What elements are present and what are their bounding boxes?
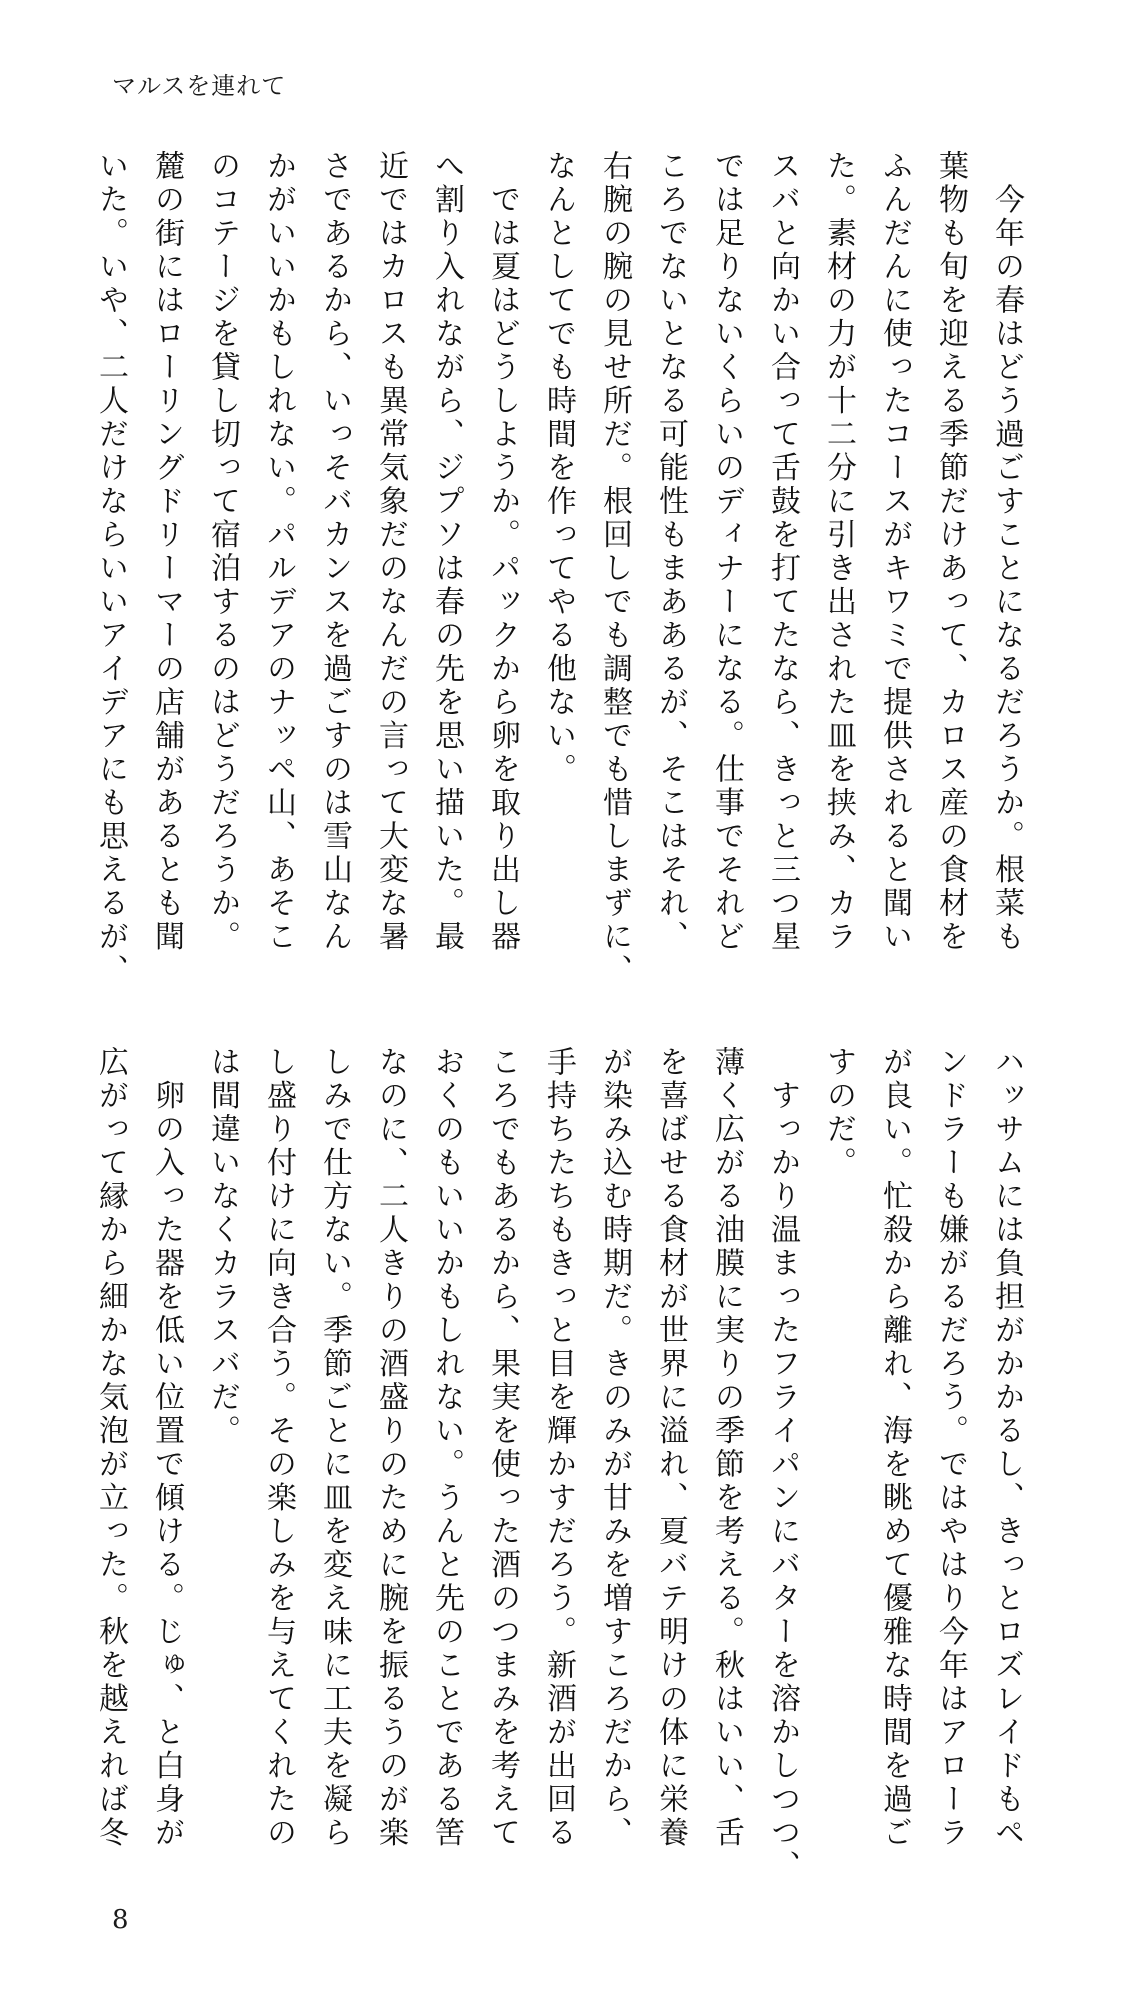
text-column: 今年の春はどう過ごすことになるだろうか。根菜も — [989, 150, 1024, 954]
text-column: 広がって縁から細かな気泡が立った。秋を越えれば冬 — [93, 1046, 128, 1850]
text-column: なんとしてでも時間を作ってやる他ない。 — [541, 150, 576, 787]
text-column: では足りないくらいのディナーになる。仕事でそれど — [709, 150, 744, 954]
text-column: のコテージを貸し切って宿泊するのはどうだろうか。 — [205, 150, 240, 954]
text-column: スバと向かい合って舌鼓を打てたなら、きっと三つ星 — [765, 150, 800, 954]
text-column: へ割り入れながら、ジプソは春の先を思い描いた。最 — [429, 150, 464, 954]
text-column: し盛り付けに向き合う。その楽しみを与えてくれたの — [261, 1046, 296, 1850]
text-column: 葉物も旬を迎える季節だけあって、カロス産の食材を — [933, 150, 968, 954]
text-column: 右腕の腕の見せ所だ。根回しでも調整でも惜しまずに、 — [597, 150, 632, 988]
text-column: しみで仕方ない。季節ごとに皿を変え味に工夫を凝ら — [317, 1046, 352, 1850]
text-column: おくのもいいかもしれない。うんと先のことである筈 — [429, 1046, 464, 1850]
text-column: いた。いや、二人だけならいいアイデアにも思えるが、 — [93, 150, 128, 988]
running-title: マルスを連れて — [112, 72, 287, 100]
text-column: が良い。忙殺から離れ、海を眺めて優雅な時間を過ご — [877, 1046, 912, 1850]
text-column: なのに、二人きりの酒盛りのために腕を振るうのが楽 — [373, 1046, 408, 1850]
text-column: かがいいかもしれない。パルデアのナッペ山、あそこ — [261, 150, 296, 954]
text-column: 麓の街にはローリングドリーマーの店舗があるとも聞 — [149, 150, 184, 954]
page-number: 8 — [112, 1905, 129, 1935]
text-column: すのだ。 — [821, 1046, 856, 1180]
text-column: 卵の入った器を低い位置で傾ける。じゅ、と白身が — [149, 1046, 184, 1850]
text-column: を喜ばせる食材が世界に溢れ、夏バテ明けの体に栄養 — [653, 1046, 688, 1850]
text-column: ふんだんに使ったコースがキワミで提供されると聞い — [877, 150, 912, 954]
text-column: が染み込む時期だ。きのみが甘みを増すころだから、 — [597, 1046, 632, 1850]
text-column: ンドラーも嫌がるだろう。ではやはり今年はアローラ — [933, 1046, 968, 1850]
text-column: ころでないとなる可能性もまああるが、そこはそれ、 — [653, 150, 688, 954]
text-block-top — [93, 150, 1034, 988]
text-column: すっかり温まったフライパンにバターを溶かしつつ、 — [765, 1046, 800, 1884]
text-column: た。素材の力が十二分に引き出された皿を挟み、カラ — [821, 150, 856, 954]
text-block-bottom — [93, 1046, 1034, 1884]
text-column: ころでもあるから、果実を使った酒のつまみを考えて — [485, 1046, 520, 1850]
text-column: は間違いなくカラスバだ。 — [205, 1046, 240, 1448]
text-column: では夏はどうしようか。パックから卵を取り出し器 — [485, 150, 520, 954]
text-column: さであるから、いっそバカンスを過ごすのは雪山なん — [317, 150, 352, 954]
text-column: 近ではカロスも異常気象だのなんだの言って大変な暑 — [373, 150, 408, 954]
text-column: 薄く広がる油膜に実りの季節を考える。秋はいい、舌 — [709, 1046, 744, 1850]
text-column: ハッサムには負担がかかるし、きっとロズレイドもペ — [989, 1046, 1024, 1850]
text-column: 手持ちたちもきっと目を輝かすだろう。新酒が出回る — [541, 1046, 576, 1850]
